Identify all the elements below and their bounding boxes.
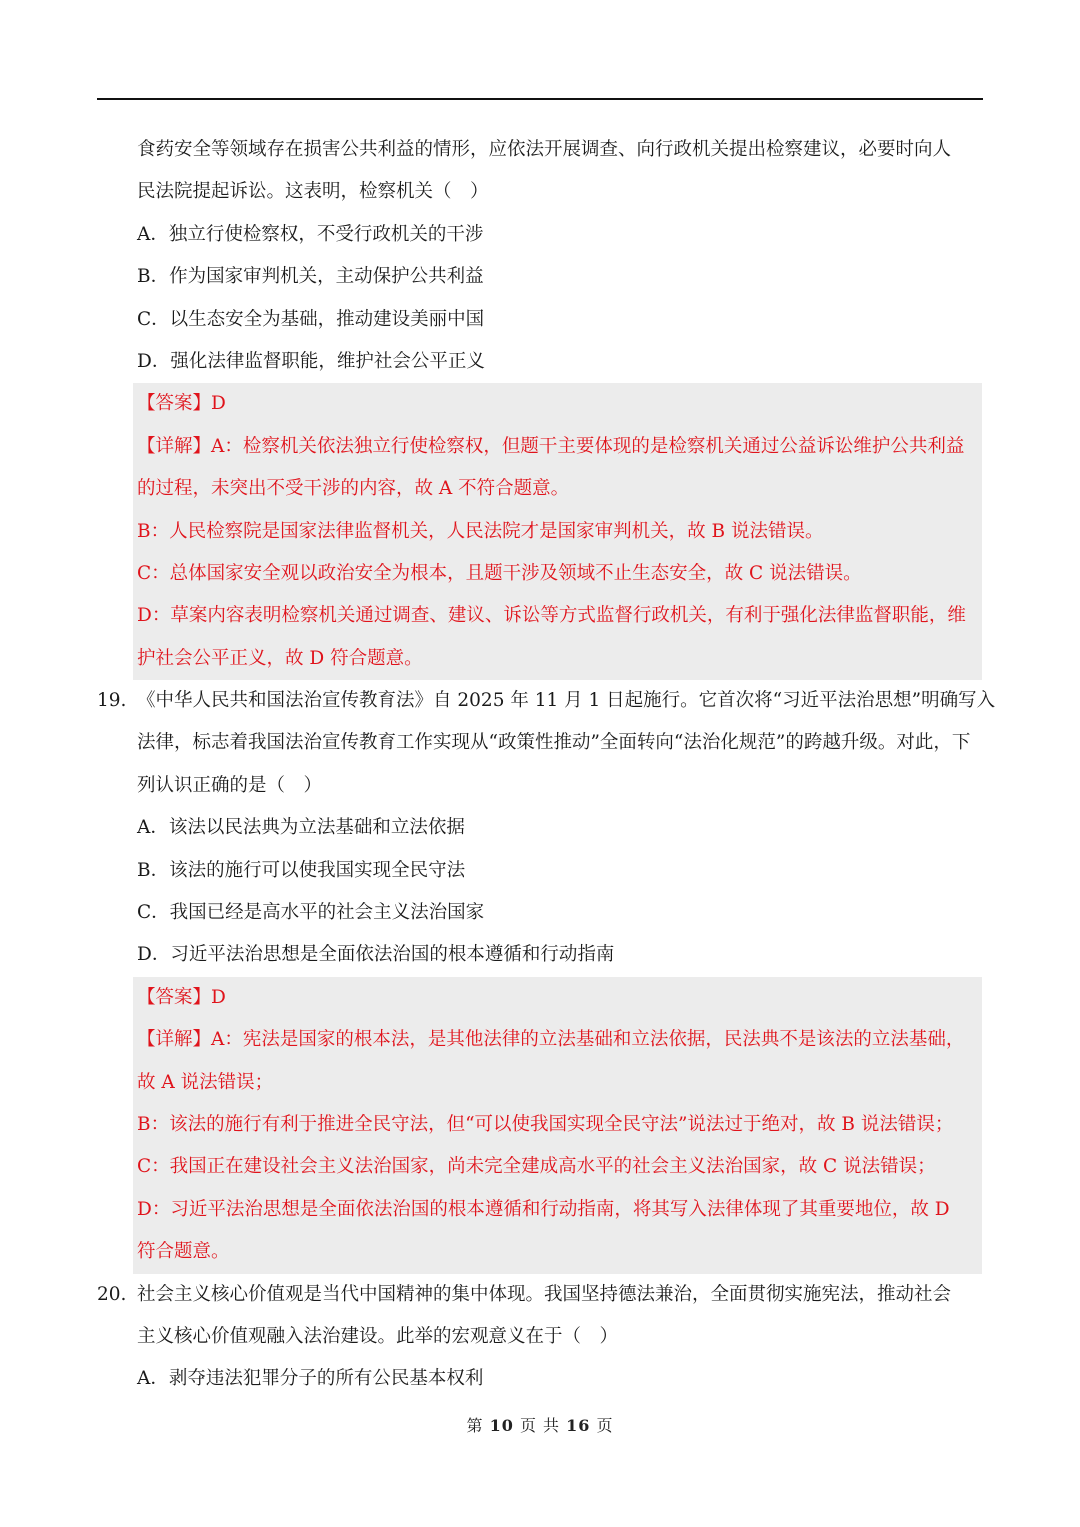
q18-answer-block	[133, 383, 982, 680]
footer-page-number: 10	[489, 1416, 514, 1435]
q18-option-d: D．强化法律监督职能，维护社会公平正义	[137, 350, 485, 372]
page-footer	[0, 1413, 1080, 1436]
detail-text: A：宪法是国家的根本法，是其他法律的立法基础和立法依据，民法典不是该法的立法基础，	[211, 1029, 965, 1051]
q18-stem-line: 民法院提起诉讼。这表明，检察机关（ ）	[137, 181, 489, 203]
question-number: 20.	[97, 1283, 127, 1305]
answer-value: D	[211, 393, 226, 415]
q18-detail-line: B：人民检察院是国家法律监督机关，人民法院才是国家审判机关，故 B 说法错误。	[137, 520, 824, 542]
q18-detail-line: C：总体国家安全观以政治安全为根本，且题干涉及领域不止生态安全，故 C 说法错误。	[137, 562, 862, 584]
q19-detail-line: 符合题意。	[137, 1241, 230, 1263]
q19-detail-line: C：我国正在建设社会主义法治国家，尚未完全建成高水平的社会主义法治国家，故 C 说法错误；	[137, 1156, 936, 1178]
page-content	[0, 129, 1080, 1401]
q18-option-a: A．独立行使检察权，不受行政机关的干涉	[137, 223, 484, 245]
q20-stem-line: 主义核心价值观融入法治建设。此举的宏观意义在于（ ）	[137, 1325, 619, 1347]
footer-total-pages: 16	[566, 1416, 591, 1435]
stem-text: 社会主义核心价值观是当代中国精神的集中体现。我国坚持德法兼治，全面贯彻实施宪法，推动社会	[137, 1283, 952, 1305]
q18-detail-line	[133, 426, 982, 468]
q19-option-a: A．该法以民法典为立法基础和立法依据	[137, 817, 465, 839]
q19-detail-line	[133, 1019, 982, 1061]
q20-stem-line	[0, 1274, 1080, 1316]
q19-detail-line: D：习近平法治思想是全面依法治国的根本遵循和行动指南，将其写入法律体现了其重要地位，故 D	[137, 1198, 950, 1220]
stem-text: 《中华人民共和国法治宣传教育法》自 2025 年 11 月 1 日起施行。它首次将“习近平法治思想”明确写入	[137, 690, 996, 712]
q19-option-c: C．我国已经是高水平的社会主义法治国家	[137, 902, 485, 924]
detail-tag: 【详解】	[137, 1029, 212, 1051]
answer-tag: 【答案】	[137, 393, 212, 415]
q18-stem-line: 食药安全等领域存在损害公共利益的情形，应依法开展调查、向行政机关提出检察建议，必要时向人	[137, 139, 952, 160]
q19-answer-block	[133, 977, 982, 1274]
detail-text: A：检察机关依法独立行使检察权，但题干主要体现的是检察机关通过公益诉讼维护公共利益	[211, 435, 965, 457]
q18-detail-line: 护社会公平正义，故 D 符合题意。	[137, 647, 423, 669]
header-rule	[97, 98, 983, 100]
footer-prefix: 第	[466, 1416, 484, 1435]
q19-detail-line: 故 A 说法错误；	[137, 1071, 274, 1093]
q19-option-b: B．该法的施行可以使我国实现全民守法	[137, 859, 466, 881]
q18-detail-line: D：草案内容表明检察机关通过调查、建议、诉讼等方式监督行政机关，有利于强化法律监督职能，维	[137, 605, 966, 627]
q19-detail-line: B：该法的施行有利于推进全民守法，但“可以使我国实现全民守法”说法过于绝对，故 B 说法错误；	[137, 1113, 954, 1135]
answer-tag: 【答案】	[137, 986, 212, 1008]
q19-option-d: D．习近平法治思想是全面依法治国的根本遵循和行动指南	[137, 944, 615, 966]
q18-option-c: C．以生态安全为基础，推动建设美丽中国	[137, 308, 485, 330]
detail-tag: 【详解】	[137, 435, 212, 457]
q19-answer-line	[133, 977, 982, 1019]
q18-option-b: B．作为国家审判机关，主动保护公共利益	[137, 266, 484, 288]
q19-stem-line	[0, 680, 1080, 722]
q20-option-a: A．剥夺违法犯罪分子的所有公民基本权利	[137, 1368, 484, 1390]
q18-detail-line: 的过程，未突出不受干涉的内容，故 A 不符合题意。	[137, 478, 570, 500]
q19-stem-line: 法律，标志着我国法治宣传教育工作实现从“政策性推动”全面转向“法治化规范”的跨越升级。对此，下	[137, 732, 971, 754]
question-number: 19.	[97, 690, 127, 712]
q19-stem-line: 列认识正确的是（ ）	[137, 774, 323, 796]
answer-value: D	[211, 986, 226, 1008]
footer-middle: 页 共	[519, 1416, 561, 1435]
footer-suffix: 页	[596, 1416, 614, 1435]
q18-answer-line	[133, 383, 982, 425]
